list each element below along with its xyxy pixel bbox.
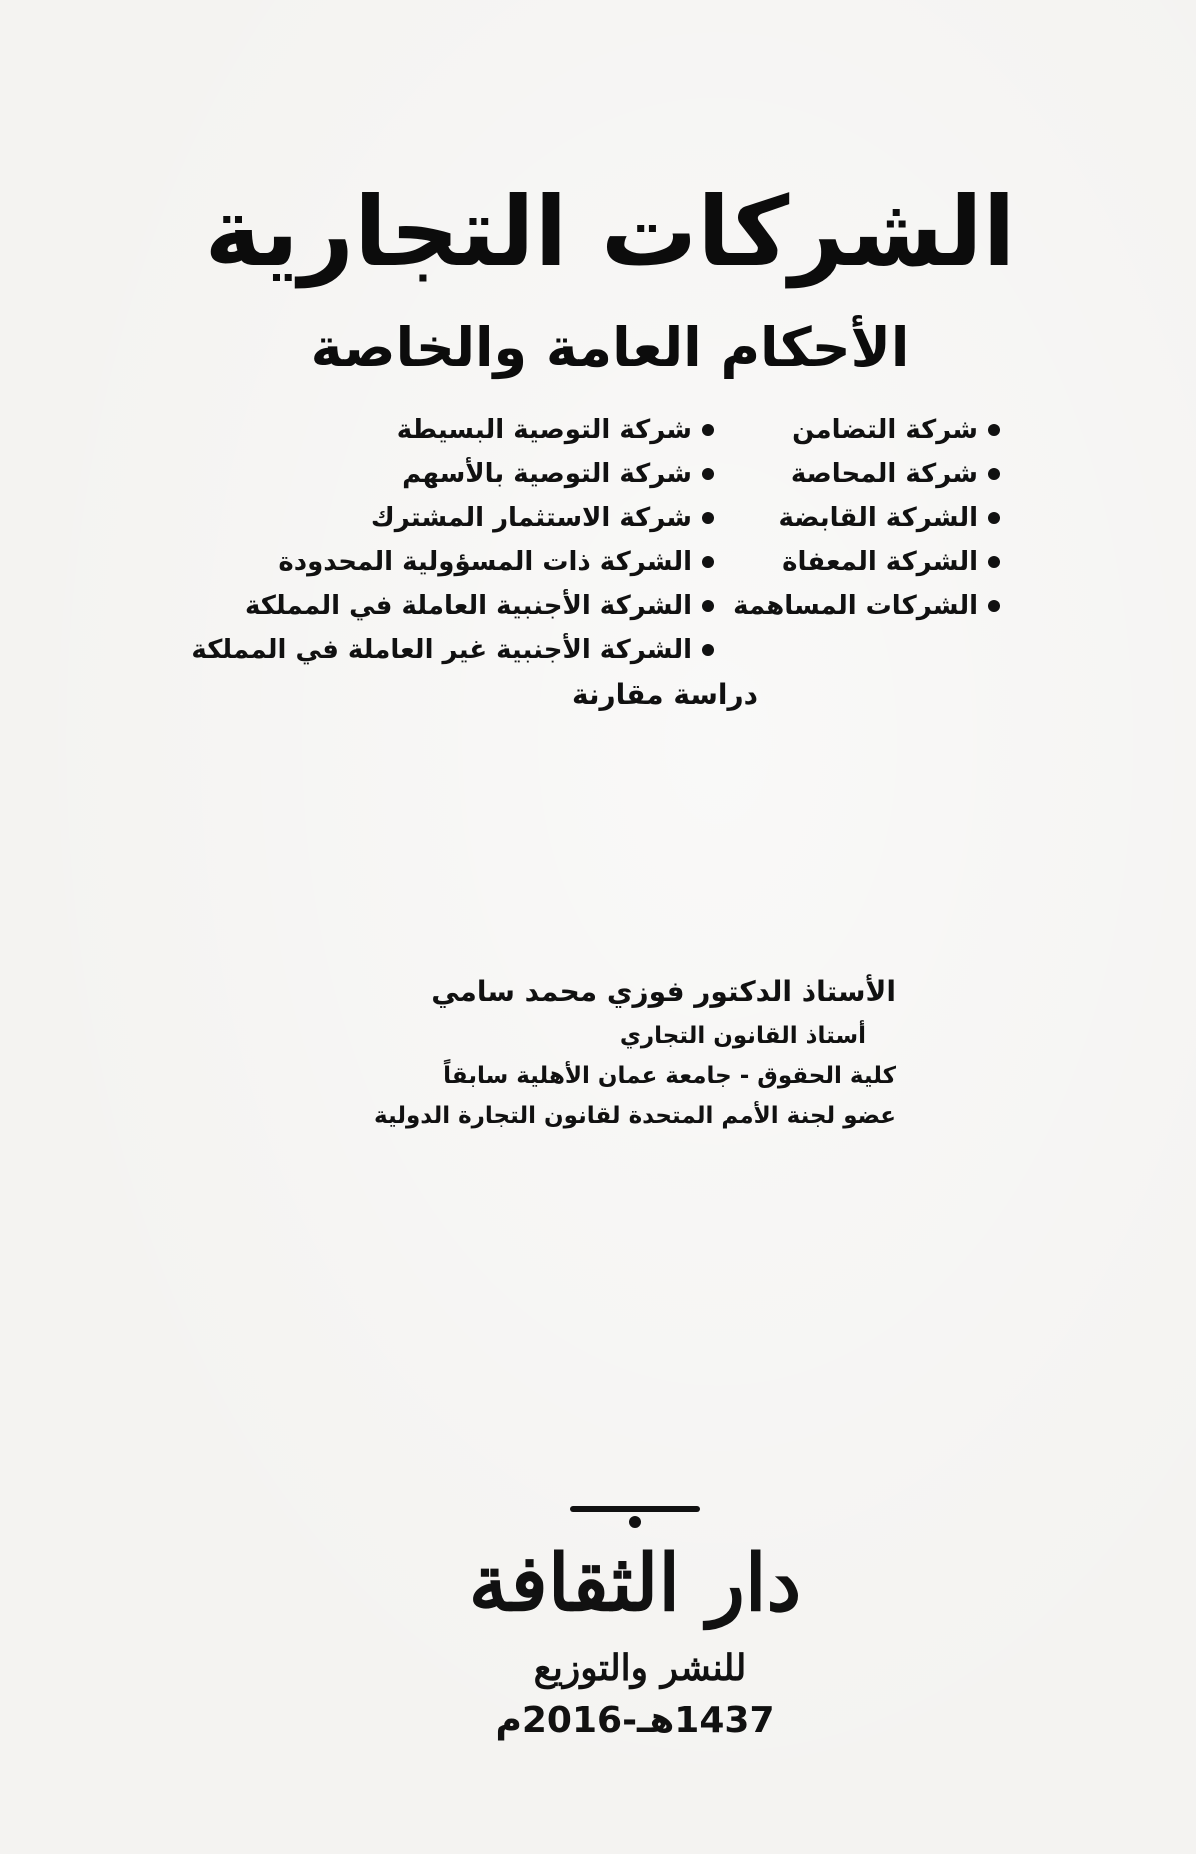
author-affiliation: كلية الحقوق - جامعة عمان الأهلية سابقاً [443, 1063, 896, 1089]
list-item: الشركة المعفاة [760, 540, 1000, 584]
bullet-icon [988, 600, 1000, 612]
list-item: شركة الاستثمار المشترك [244, 496, 714, 540]
list-item: شركة التضامن [760, 408, 1000, 452]
author-title: أستاذ القانون التجاري [619, 1023, 866, 1049]
company-types-list-right [733, 408, 1000, 628]
company-types-list-left [191, 408, 714, 672]
list-item: شركة التوصية البسيطة [244, 408, 714, 452]
bullet-icon [702, 424, 714, 436]
author-name: الأستاذ الدكتور فوزي محمد سامي [431, 975, 896, 1008]
bullet-icon [702, 468, 714, 480]
publisher-logo [468, 1500, 802, 1695]
author-block [336, 968, 896, 1136]
book-subtitle: الأحكام العامة والخاصة [310, 316, 910, 379]
publisher-tagline: للنشر والتوزيع [533, 1647, 747, 1689]
bullet-icon [702, 644, 714, 656]
list-item: الشركة الأجنبية غير العاملة في المملكة [244, 628, 714, 672]
bullet-icon [988, 512, 1000, 524]
publisher-name: دار الثقافة [468, 1538, 802, 1629]
list-item: شركة المحاصة [760, 452, 1000, 496]
list-item: الشركة ذات المسؤولية المحدودة [244, 540, 714, 584]
publication-year: 1437هـ-2016م [495, 1700, 775, 1741]
list-item: الشركات المساهمة [760, 584, 1000, 628]
study-type: دراسة مقارنة [572, 678, 758, 711]
bullet-icon [988, 468, 1000, 480]
author-membership: عضو لجنة الأمم المتحدة لقانون التجارة الدولية [374, 1103, 896, 1129]
list-item: الشركة القابضة [760, 496, 1000, 540]
list-item: الشركة الأجنبية العاملة في المملكة [244, 584, 714, 628]
bullet-icon [702, 556, 714, 568]
book-title: الشركات التجارية [204, 176, 1016, 288]
bullet-icon [988, 556, 1000, 568]
bullet-icon [702, 600, 714, 612]
bullet-icon [988, 424, 1000, 436]
list-item: شركة التوصية بالأسهم [244, 452, 714, 496]
ornament-icon [570, 1506, 700, 1528]
bullet-icon [702, 512, 714, 524]
